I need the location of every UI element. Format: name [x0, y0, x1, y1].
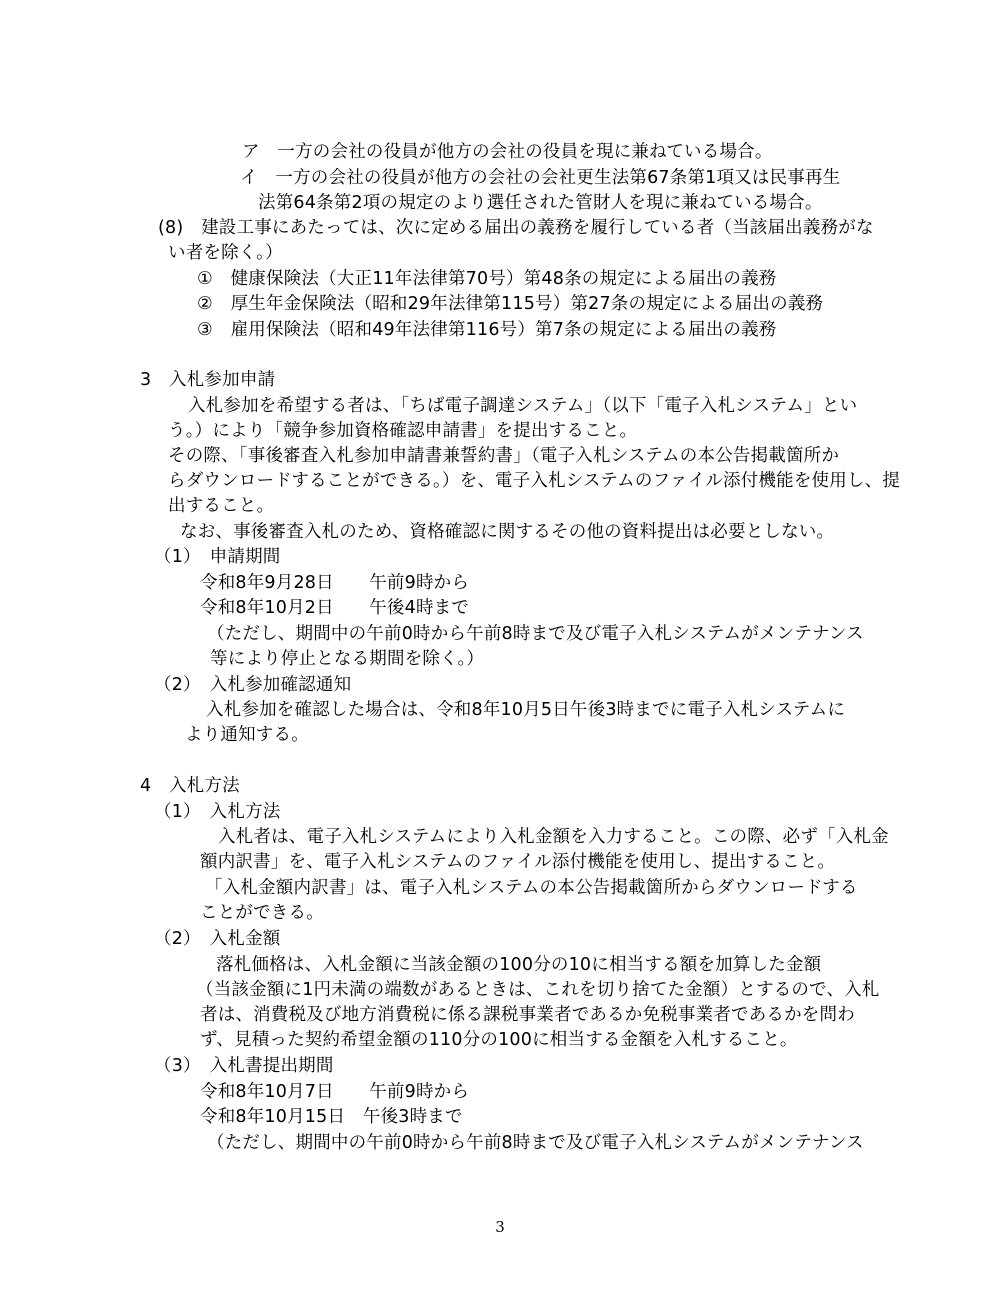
text-line: ① 健康保険法（大正11年法律第70号）第48条の規定による届出の義務 — [197, 269, 777, 289]
text-line: （ただし、期間中の午前0時から午前8時まで及び電子入札システムがメンテナンス — [207, 624, 864, 644]
text-line: イ 一方の会社の役員が他方の会社の会社更生法第67条第1項又は民事再生 — [240, 168, 841, 188]
text-line: 額内訳書」を、電子入札システムのファイル添付機能を使用し、提出すること。 — [200, 852, 836, 872]
text-line: 令和8年10月2日 午後4時まで — [200, 598, 470, 618]
text-line: 出すること。 — [168, 496, 275, 516]
text-line: 落札価格は、入札金額に当該金額の100分の10に相当する額を加算した金額 — [216, 955, 822, 975]
section-heading: 4 入札方法 — [140, 776, 240, 796]
section-heading: 3 入札参加申請 — [140, 370, 276, 390]
text-line: 令和8年10月15日 午後3時まで — [200, 1107, 463, 1127]
text-line: (8) 建設工事にあたっては、次に定める届出の義務を履行している者（当該届出義務がな — [158, 218, 874, 238]
subsection-heading: （2） 入札参加確認通知 — [154, 675, 352, 695]
page-number: 3 — [495, 1218, 505, 1236]
text-line: い者を除く。） — [168, 243, 283, 263]
text-line: その際、「事後審査入札参加申請書兼誓約書」（電子入札システムの本公告掲載箇所か — [168, 446, 840, 466]
subsection-heading: （1） 申請期間 — [154, 547, 281, 567]
text-line: ② 厚生年金保険法（昭和29年法律第115号）第27条の規定による届出の義務 — [197, 294, 824, 314]
text-line: 令和8年9月28日 午前9時から — [200, 573, 470, 593]
text-line: （当該金額に1円未満の端数があるときは、これを切り捨てた金額）とするので、入札 — [196, 980, 880, 1000]
text-line: 等により停止となる期間を除く。） — [210, 649, 485, 669]
text-line: ことができる。 — [200, 903, 324, 923]
text-line: 入札者は、電子入札システムにより入札金額を入力すること。この際、必ず「入札金 — [218, 827, 889, 847]
text-line: 入札参加を確認した場合は、令和8年10月5日午後3時までに電子入札システムに — [206, 700, 846, 720]
text-line: 「入札金額内訳書」は、電子入札システムの本公告掲載箇所からダウンロードする — [205, 878, 858, 898]
text-line: 法第64条第2項の規定のより選任された管財人を現に兼ねている場合。 — [258, 193, 823, 213]
text-line: らダウンロードすることができる。）を、電子入札システムのファイル添付機能を使用し、提 — [168, 471, 901, 491]
text-line: う。）により「競争参加資格確認申請書」を提出すること。 — [168, 421, 638, 441]
text-line: （ただし、期間中の午前0時から午前8時まで及び電子入札システムがメンテナンス — [207, 1133, 864, 1153]
text-line: 令和8年10月7日 午前9時から — [200, 1082, 470, 1102]
text-line: 入札参加を希望する者は、「ちば電子調達システム」（以下「電子入札システム」とい — [188, 396, 858, 416]
text-line: 者は、消費税及び地方消費税に係る課税事業者であるか免税事業者であるかを問わ — [200, 1005, 855, 1025]
subsection-heading: （2） 入札金額 — [154, 929, 281, 949]
text-line: なお、事後審査入札のため、資格確認に関するその他の資料提出は必要としない。 — [180, 522, 835, 542]
text-line: ア 一方の会社の役員が他方の会社の役員を現に兼ねている場合。 — [242, 142, 773, 162]
text-line: より通知する。 — [185, 725, 309, 745]
text-line: ③ 雇用保険法（昭和49年法律第116号）第7条の規定による届出の義務 — [197, 320, 777, 340]
subsection-heading: （1） 入札方法 — [154, 802, 281, 822]
subsection-heading: （3） 入札書提出期間 — [154, 1056, 334, 1076]
text-line: ず、見積った契約希望金額の110分の100に相当する金額を入札すること。 — [200, 1030, 798, 1050]
